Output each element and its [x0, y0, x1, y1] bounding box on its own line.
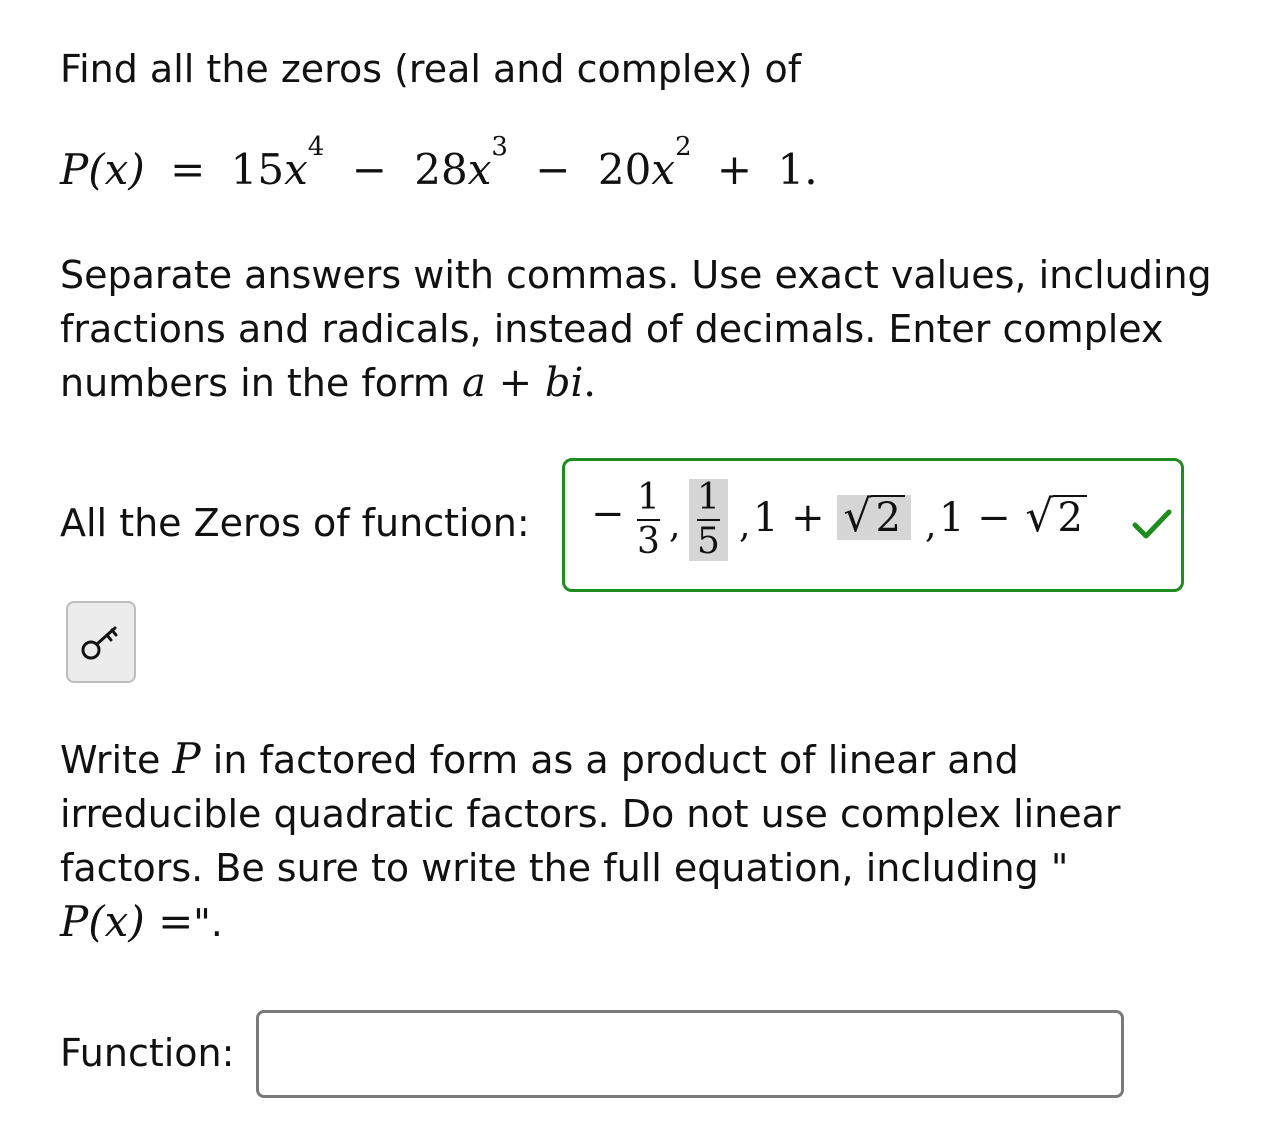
var-p: P — [172, 734, 201, 783]
factored-line-4: P(x) =". — [60, 897, 223, 946]
key-icon — [79, 620, 123, 664]
key-button[interactable] — [66, 601, 136, 683]
root-one-minus-sqrt2: 1 − √ 2 — [939, 495, 1089, 540]
op-4: + — [716, 145, 753, 194]
question-prompt: Find all the zeros (real and complex) of — [60, 47, 802, 91]
instructions-line-3: numbers in the form a + bi. — [60, 360, 596, 406]
instructions — [60, 248, 1240, 410]
term-2: $28x^3$ — [414, 132, 508, 194]
term-1: $15x^4$ — [230, 132, 325, 194]
comma-2: , — [739, 505, 751, 546]
polynomial-equals: = — [170, 145, 206, 194]
function-input[interactable] — [256, 1010, 1124, 1098]
form-plus: + — [498, 360, 533, 406]
instructions-line-2: fractions and radicals, instead of decimals. Enter complex — [60, 307, 1164, 351]
zeros-label: All the Zeros of function: — [60, 501, 530, 545]
form-a: a — [462, 360, 486, 406]
fraction-one-fifth: 1 5 — [689, 479, 728, 561]
minus-sign: − — [591, 491, 625, 537]
factored-instructions — [60, 732, 1240, 950]
root-one-plus-sqrt2: 1 + √ 2 — [753, 495, 911, 540]
function-label: Function: — [60, 1031, 235, 1075]
term-4: 1. — [777, 145, 818, 194]
comma-1: , — [669, 505, 681, 546]
instructions-line-1: Separate answers with commas. Use exact values, including — [60, 253, 1212, 297]
op-3: − — [535, 145, 571, 194]
polynomial-lhs: P(x) — [60, 145, 145, 194]
factored-line-3: factors. Be sure to write the full equation, including " — [60, 846, 1069, 890]
term-3: $20x^2$ — [597, 132, 692, 194]
polynomial-expression — [60, 132, 818, 200]
check-icon — [1131, 507, 1173, 541]
factored-line-2: irreducible quadratic factors. Do not use complex linear — [60, 792, 1121, 836]
comma-3: , — [925, 505, 937, 546]
form-bi: bi — [544, 360, 584, 406]
op-2: − — [351, 145, 387, 194]
factored-line-1: Write P in factored form as a product of linear and — [60, 734, 1019, 783]
zeros-answer-field[interactable] — [562, 458, 1184, 592]
fraction-one-third: 1 3 — [637, 477, 660, 562]
